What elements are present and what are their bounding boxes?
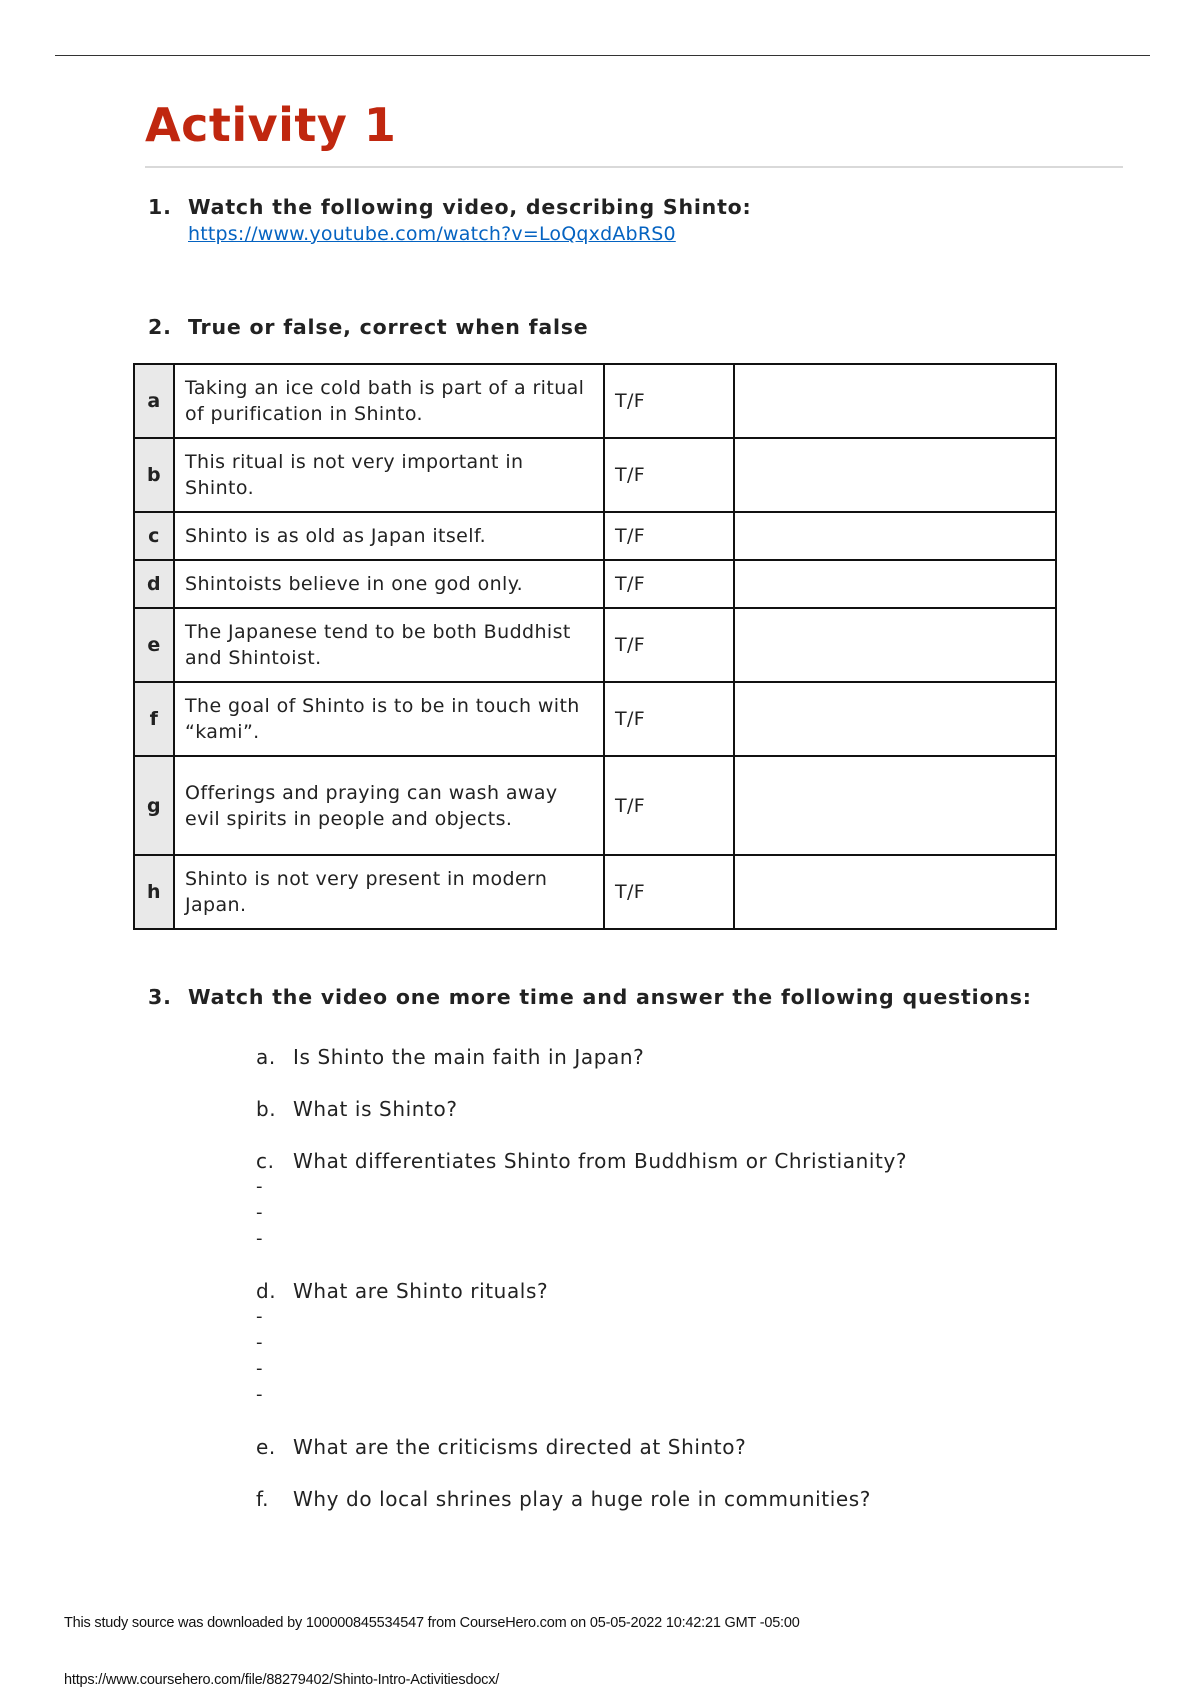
row-statement: Offerings and praying can wash away evil spirits in people and objects. (174, 756, 604, 855)
table-row (134, 756, 1056, 855)
row-letter: h (134, 855, 174, 929)
page-title: Activity 1 (145, 98, 397, 152)
item-text: What are the criticisms directed at Shinto? (293, 1435, 747, 1459)
item-text: Why do local shrines play a huge role in communities? (293, 1487, 872, 1511)
row-statement: The goal of Shinto is to be in touch with “kami”. (174, 682, 604, 756)
item-label: e. (256, 1435, 276, 1459)
question-3-text: Watch the video one more time and answer the following questions: (188, 985, 1032, 1009)
row-true-false[interactable]: T/F (604, 682, 734, 756)
question-3-number: 3. (148, 985, 172, 1009)
row-statement: Taking an ice cold bath is part of a ritual of purification in Shinto. (174, 364, 604, 438)
list-item (256, 1096, 458, 1122)
answer-dash: - (256, 1202, 263, 1223)
row-true-false[interactable]: T/F (604, 560, 734, 608)
row-letter: a (134, 364, 174, 438)
row-statement: Shinto is not very present in modern Japan. (174, 855, 604, 929)
table-row (134, 608, 1056, 682)
table-row (134, 512, 1056, 560)
question-2-text: True or false, correct when false (188, 315, 589, 339)
table-row (134, 855, 1056, 929)
table-row (134, 682, 1056, 756)
answer-dash: - (256, 1332, 263, 1353)
row-statement: The Japanese tend to be both Buddhist and Shintoist. (174, 608, 604, 682)
row-correction-field[interactable] (734, 682, 1056, 756)
table-row (134, 438, 1056, 512)
list-item (256, 1044, 644, 1070)
question-1-heading (148, 194, 752, 220)
item-label: c. (256, 1149, 275, 1173)
row-correction-field[interactable] (734, 560, 1056, 608)
row-letter: f (134, 682, 174, 756)
answer-dash: - (256, 1176, 263, 1197)
table-row (134, 364, 1056, 438)
item-text: What is Shinto? (293, 1097, 458, 1121)
row-true-false[interactable]: T/F (604, 438, 734, 512)
list-item (256, 1278, 548, 1304)
row-true-false[interactable]: T/F (604, 512, 734, 560)
item-text: What are Shinto rituals? (293, 1279, 549, 1303)
row-true-false[interactable]: T/F (604, 855, 734, 929)
list-item (256, 1148, 907, 1174)
item-label: f. (256, 1487, 270, 1511)
row-true-false[interactable]: T/F (604, 756, 734, 855)
download-notice: This study source was downloaded by 100000845534547 from CourseHero.com on 05-05-2022 10:42:21 GMT -05:00 (64, 1615, 800, 1631)
row-correction-field[interactable] (734, 364, 1056, 438)
item-label: a. (256, 1045, 276, 1069)
item-text: Is Shinto the main faith in Japan? (293, 1045, 645, 1069)
row-letter: c (134, 512, 174, 560)
row-correction-field[interactable] (734, 512, 1056, 560)
item-text: What differentiates Shinto from Buddhism or Christianity? (293, 1149, 908, 1173)
source-url: https://www.coursehero.com/file/88279402/Shinto-Intro-Activitiesdocx/ (64, 1672, 500, 1688)
top-rule (55, 55, 1150, 56)
question-2-heading (148, 314, 589, 340)
list-item (256, 1434, 746, 1460)
answer-dash: - (256, 1384, 263, 1405)
row-correction-field[interactable] (734, 756, 1056, 855)
row-statement: Shinto is as old as Japan itself. (174, 512, 604, 560)
row-true-false[interactable]: T/F (604, 608, 734, 682)
question-3-heading (148, 984, 1032, 1010)
row-letter: g (134, 756, 174, 855)
row-statement: This ritual is not very important in Shinto. (174, 438, 604, 512)
question-1-text: Watch the following video, describing Shinto: (188, 195, 752, 219)
question-1-number: 1. (148, 195, 172, 219)
answer-dash: - (256, 1358, 263, 1379)
video-link[interactable]: https://www.youtube.com/watch?v=LoQqxdAbRS0 (188, 223, 676, 245)
row-correction-field[interactable] (734, 438, 1056, 512)
list-item (256, 1486, 871, 1512)
table-row (134, 560, 1056, 608)
title-underline (145, 166, 1123, 168)
answer-dash: - (256, 1306, 263, 1327)
row-letter: b (134, 438, 174, 512)
row-letter: e (134, 608, 174, 682)
row-true-false[interactable]: T/F (604, 364, 734, 438)
question-2-number: 2. (148, 315, 172, 339)
item-label: d. (256, 1279, 277, 1303)
row-correction-field[interactable] (734, 608, 1056, 682)
row-letter: d (134, 560, 174, 608)
row-correction-field[interactable] (734, 855, 1056, 929)
true-false-table (133, 363, 1057, 930)
item-label: b. (256, 1097, 277, 1121)
row-statement: Shintoists believe in one god only. (174, 560, 604, 608)
answer-dash: - (256, 1228, 263, 1249)
